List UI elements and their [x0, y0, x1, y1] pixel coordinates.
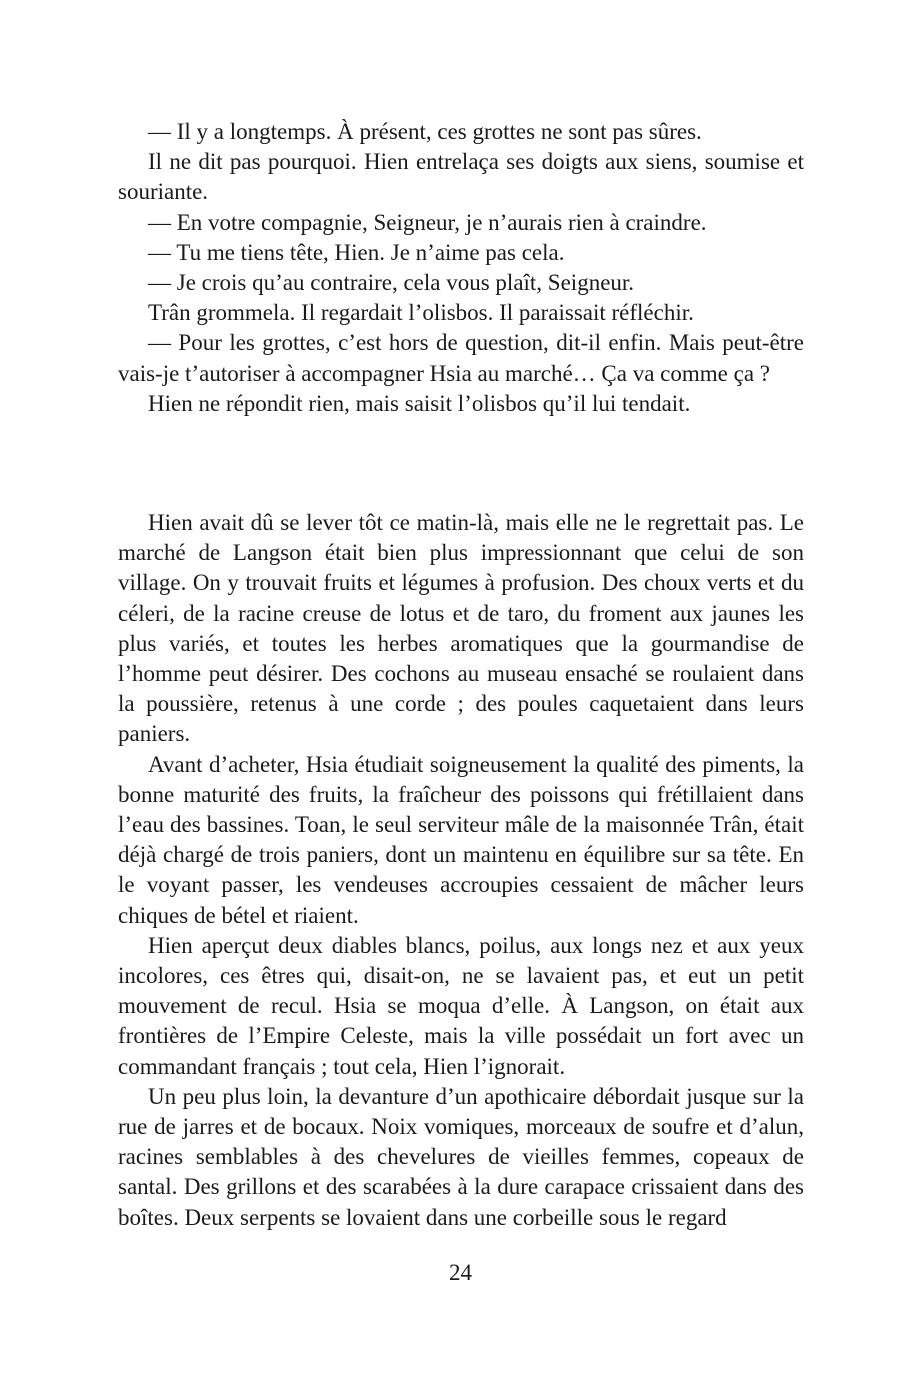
paragraph: — En votre compagnie, Seigneur, je n’aurais rien à craindre. [148, 209, 707, 235]
paragraph: Un peu plus loin, la devanture d’un apothicaire débordait jusque sur la rue de jarres et de bocaux. Noix vomiques, morceaux de soufre et d’alun, racines semblables à des chevelures de vieilles femmes, copeaux de santal. Des grillons et des scarabées à la dure carapace crissaient dans des boîtes. Deux serpents se lovaient dans une corbeille sous le regard [118, 1083, 804, 1230]
paragraph: — Pour les grottes, c’est hors de question, dit-il enfin. Mais peut-être vais-je t’autoriser à accompagner Hsia au marché… Ça va comme ça ? [118, 330, 804, 386]
paragraph: Hien aperçut deux diables blancs, poilus, aux longs nez et aux yeux incolores, ces êtres qui, disait-on, ne se lavaient pas, et eut un petit mouvement de recul. Hsia se moqua d’elle. À Langson, on était aux frontières de l’Empire Celeste, mais la ville possédait un fort avec un commandant français ; tout cela, Hien l’ignorait. [118, 932, 804, 1079]
dialogue-section [118, 117, 804, 419]
paragraph: Hien avait dû se lever tôt ce matin-là, mais elle ne le regrettait pas. Le marché de Langson était bien plus impressionnant que celui de son village. On y trouvait fruits et légumes à profusion. Des choux verts et du céleri, de la racine creuse de lotus et de taro, du froment aux jaunes les plus variés, et toutes les herbes aromatiques que la gourmandise de l’homme peut désirer. Des cochons au museau ensaché se roulaient dans la poussière, retenus à une corde ; des poules caquetaient dans leurs paniers. [118, 510, 804, 747]
paragraph: Trân grommela. Il regardait l’olisbos. Il paraissait réfléchir. [148, 300, 694, 326]
paragraph: — Tu me tiens tête, Hien. Je n’aime pas cela. [148, 239, 565, 265]
paragraph: Hien ne répondit rien, mais saisit l’olisbos qu’il lui tendait. [148, 390, 691, 416]
page-number: 24 [449, 1260, 472, 1285]
paragraph: Il ne dit pas pourquoi. Hien entrelaça ses doigts aux siens, soumise et souriante. [118, 149, 804, 205]
paragraph: — Je crois qu’au contraire, cela vous plaît, Seigneur. [148, 270, 635, 296]
market-section [118, 508, 804, 1233]
paragraph: — Il y a longtemps. À présent, ces grottes ne sont pas sûres. [148, 119, 702, 144]
paragraph: Avant d’acheter, Hsia étudiait soigneusement la qualité des piments, la bonne maturité des fruits, la fraîcheur des poissons qui frétillaient dans l’eau des bassines. Toan, le seul serviteur mâle de la maisonnée Trân, était déjà chargé de trois paniers, dont un maintenu en équilibre sur sa tête. En le voyant passer, les vendeuses accroupies cessaient de mâcher leurs chiques de bétel et riaient. [118, 751, 804, 928]
